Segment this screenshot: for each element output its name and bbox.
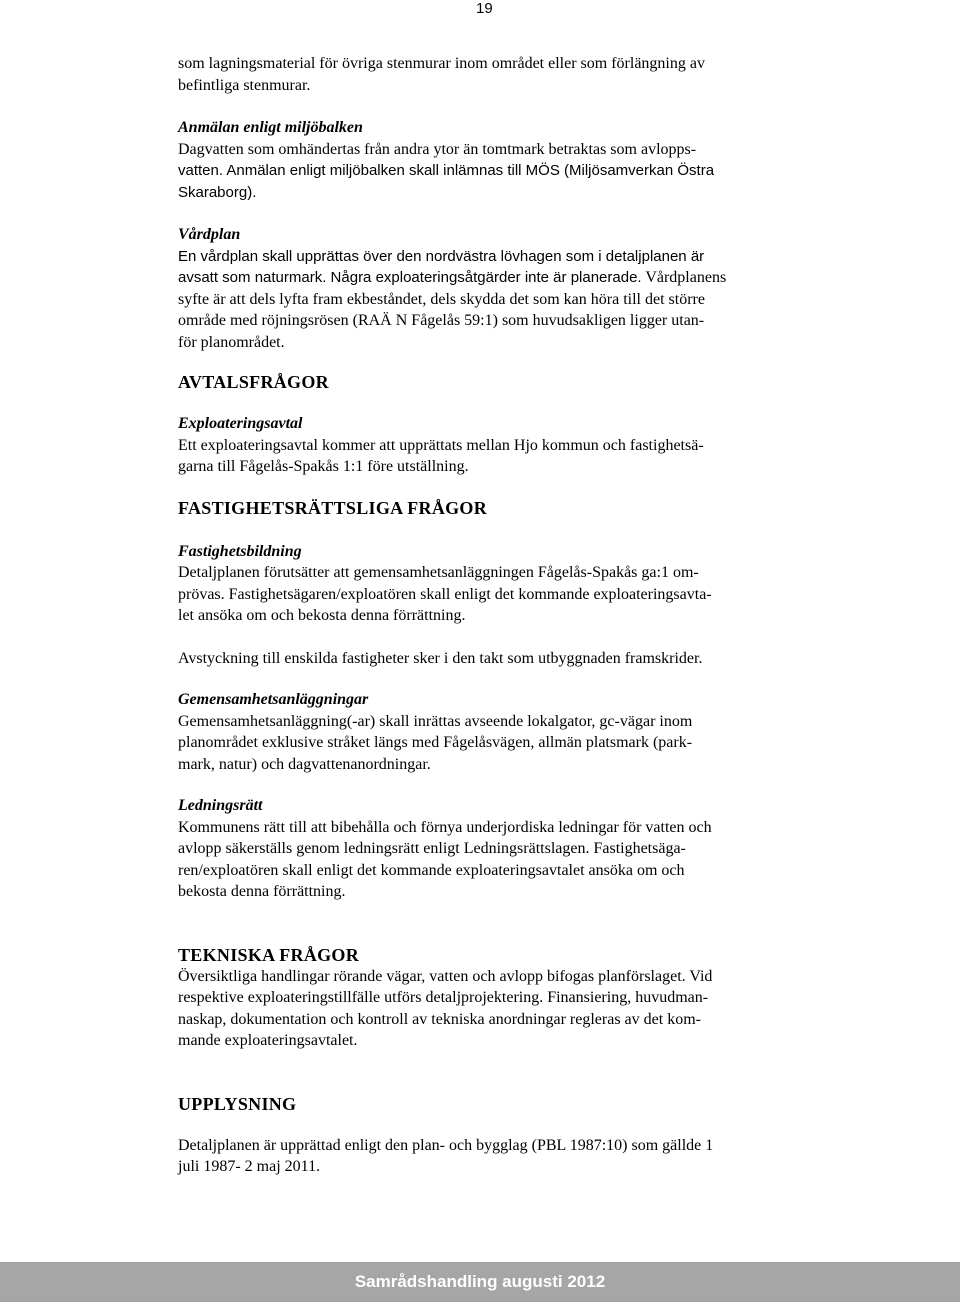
subheading-vardplan: Vårdplan xyxy=(178,226,241,243)
text-line: respektive exploateringstillfälle utförs detaljprojektering. Finansiering, huvudman- xyxy=(178,989,709,1006)
text-line: Skaraborg). xyxy=(178,183,257,201)
text-line: Avstyckning till enskilda fastigheter sker i den takt som utbyggnaden framskrider. xyxy=(178,649,703,667)
page-number: 19 xyxy=(476,0,493,17)
text-line: syfte är att dels lyfta fram ekbeståndet, dels skydda det som kan höra till det större xyxy=(178,290,705,308)
text-line: befintliga stenmurar. xyxy=(178,76,311,94)
text-line: let ansöka om och bekosta denna förrättning. xyxy=(178,607,466,624)
text-line: mark, natur) och dagvattenanordningar. xyxy=(178,755,431,773)
text-line: ren/exploatören skall enligt det kommande exploateringsavtalet ansöka om och xyxy=(178,861,685,879)
section-avtal xyxy=(178,371,803,478)
text-line: för planområdet. xyxy=(178,333,285,351)
subheading-anmalan: Anmälan enligt miljöbalken xyxy=(178,119,363,136)
text-span: avsatt som naturmark. Några exploateringsåtgärder inte är planerade. xyxy=(178,269,642,286)
text-line: vatten. Anmälan enligt miljöbalken skall inlämnas till MÖS (Miljösamverkan Östra xyxy=(178,162,715,179)
text-line: prövas. Fastighetsägaren/exploatören skall enligt det kommande exploateringsavta- xyxy=(178,585,712,603)
text-line: Detaljplanen förutsätter att gemensamhetsanläggningen Fågelås-Spakås ga:1 om- xyxy=(178,564,699,581)
text-line: naskap, dokumentation och kontroll av tekniska anordningar regleras av det kom- xyxy=(178,1010,701,1028)
document-body xyxy=(178,53,803,1178)
heading-avtal: AVTALSFRÅGOR xyxy=(178,372,329,392)
section-anmalan xyxy=(178,117,803,203)
section-tekniska xyxy=(178,944,803,1052)
text-line: Ett exploateringsavtal kommer att upprättats mellan Hjo kommun och fastighetsä- xyxy=(178,436,704,454)
text-line: avlopp säkerställs genom ledningsrätt enligt Ledningsrättslagen. Fastighetsäga- xyxy=(178,840,686,857)
text-line: Översiktliga handlingar rörande vägar, vatten och avlopp bifogas planförslaget. Vid xyxy=(178,967,713,985)
text-span: Vårdplanens xyxy=(645,269,727,286)
text-line: planområdet exklusive stråket längs med Fågelåsvägen, allmän platsmark (park- xyxy=(178,734,693,751)
text-line: bekosta denna förrättning. xyxy=(178,883,346,900)
section-fastighet xyxy=(178,497,803,903)
intro-paragraph xyxy=(178,53,803,96)
text-line: Kommunens rätt till att bibehålla och förnya underjordiska ledningar för vatten och xyxy=(178,818,712,836)
text-line: garna till Fågelås-Spakås 1:1 före utställning. xyxy=(178,458,469,475)
section-vardplan xyxy=(178,224,803,353)
heading-upplysning: UPPLYSNING xyxy=(178,1093,297,1114)
text-line: Gemensamhetsanläggning(-ar) skall inrättas avseende lokalgator, gc-vägar inom xyxy=(178,712,693,730)
text-line: En vårdplan skall upprättas över den nordvästra lövhagen som i detaljplanen är xyxy=(178,247,705,265)
text-line xyxy=(178,267,803,289)
subheading-fastighetsbildning: Fastighetsbildning xyxy=(178,542,302,560)
text-line: juli 1987- 2 maj 2011. xyxy=(178,1158,321,1175)
text-line: Dagvatten som omhändertas från andra ytor än tomtmark betraktas som avlopps- xyxy=(178,140,697,158)
text-line: som lagningsmaterial för övriga stenmurar inom området eller som förlängning av xyxy=(178,55,705,72)
text-line: område med röjningsrösen (RAÄ N Fågelås 59:1) som huvudsakligen ligger utan- xyxy=(178,312,705,329)
subheading-ledningsratt: Ledningsrätt xyxy=(178,797,263,814)
section-upplysning xyxy=(178,1093,803,1178)
heading-tekniska: TEKNISKA FRÅGOR xyxy=(178,944,360,965)
footer-band xyxy=(0,1262,960,1302)
heading-fastighet: FASTIGHETSRÄTTSLIGA FRÅGOR xyxy=(178,497,488,518)
subheading-exploateringsavtal: Exploateringsavtal xyxy=(178,415,303,432)
footer-text: Samrådshandling augusti 2012 xyxy=(354,1272,606,1291)
text-line: mande exploateringsavtalet. xyxy=(178,1032,358,1049)
text-line: Detaljplanen är upprättad enligt den plan- och bygglag (PBL 1987:10) som gällde 1 xyxy=(178,1136,714,1154)
subheading-gemensamhetsanlaggningar: Gemensamhetsanläggningar xyxy=(178,691,369,708)
